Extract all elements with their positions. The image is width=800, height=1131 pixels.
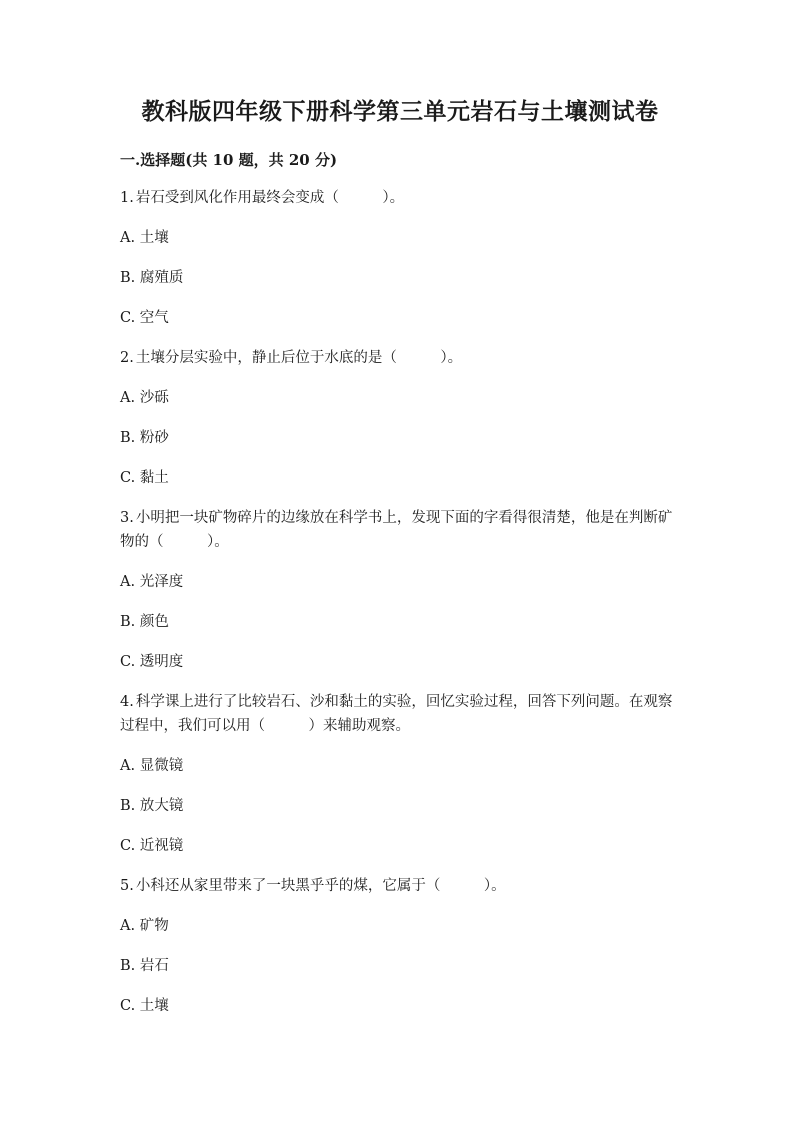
option-c: C. 黏土 xyxy=(120,470,169,486)
question-stem xyxy=(120,506,680,554)
option-a: A. 土壤 xyxy=(120,230,169,246)
question-text: 科学课上进行了比较岩石、沙和黏土的实验，回忆实验过程，回答下列问题。在观察过程中，我们可以用（ ）来辅助观察。 xyxy=(120,694,673,734)
question-text: 小明把一块矿物碎片的边缘放在科学书上，发现下面的字看得很清楚，他是在判断矿物的（ ）。 xyxy=(120,510,673,550)
question-list xyxy=(120,186,680,1018)
option-a: A. 光泽度 xyxy=(120,574,184,590)
question-1 xyxy=(120,186,680,330)
option-b: B. 颜色 xyxy=(120,614,169,630)
option-c: C. 透明度 xyxy=(120,654,184,670)
option-a: A. 沙砾 xyxy=(120,390,169,406)
question-number: 1. xyxy=(120,190,134,206)
option-a: A. 矿物 xyxy=(120,918,169,934)
option-c: C. 近视镜 xyxy=(120,838,184,854)
question-stem xyxy=(120,874,680,898)
option-c: C. 空气 xyxy=(120,310,169,326)
question-number: 4. xyxy=(120,694,134,710)
option-a: A. 显微镜 xyxy=(120,758,184,774)
option-b: B. 腐殖质 xyxy=(120,270,184,286)
question-number: 5. xyxy=(120,878,134,894)
page-title: 教科版四年级下册科学第三单元岩石与土壤测试卷 xyxy=(141,98,659,125)
option-b: B. 岩石 xyxy=(120,958,169,974)
question-text: 岩石受到风化作用最终会变成（ ）。 xyxy=(135,190,405,206)
question-text: 土壤分层实验中，静止后位于水底的是（ ）。 xyxy=(135,350,463,366)
question-text: 小科还从家里带来了一块黑乎乎的煤，它属于（ ）。 xyxy=(135,878,506,894)
question-stem xyxy=(120,186,680,210)
question-stem xyxy=(120,690,680,738)
question-3 xyxy=(120,506,680,674)
question-4 xyxy=(120,690,680,858)
question-number: 2. xyxy=(120,350,134,366)
option-b: B. 放大镜 xyxy=(120,798,184,814)
question-2 xyxy=(120,346,680,490)
question-number: 3. xyxy=(120,510,134,526)
option-b: B. 粉砂 xyxy=(120,430,169,446)
option-c: C. 土壤 xyxy=(120,998,169,1014)
question-stem xyxy=(120,346,680,370)
section-heading: 一.选择题(共 10 题，共 20 分) xyxy=(120,151,338,169)
question-5 xyxy=(120,874,680,1018)
